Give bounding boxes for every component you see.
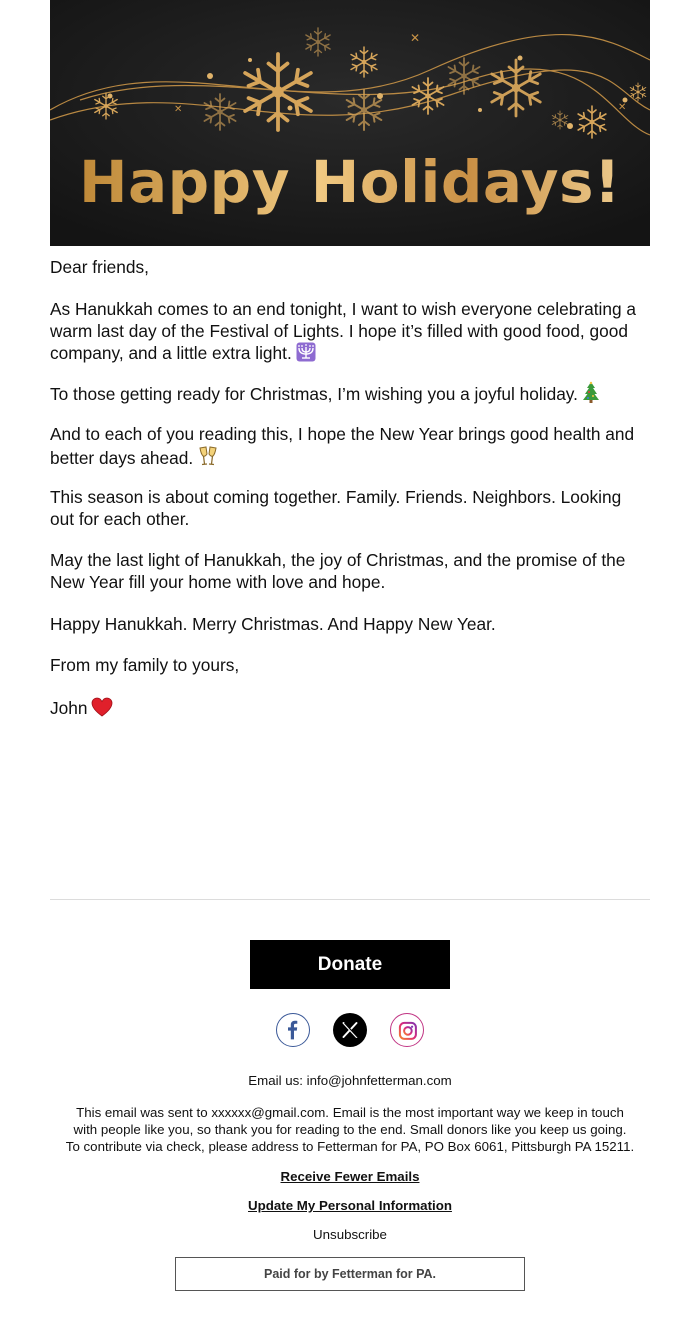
footer-note-line: To contribute via check, please address to Fetterman for PA, PO Box 6061, Pittsburgh PA 15211. (65, 1139, 635, 1154)
paragraph-greetings: Happy Hanukkah. Merry Christmas. And Happy New Year. (50, 614, 496, 634)
svg-text:✕: ✕ (410, 31, 421, 45)
signature-name: John (50, 698, 88, 718)
footer-note-line: with people like you, so thank you for reading to the end. Small donors like you keep us going. (73, 1122, 627, 1137)
donate-button[interactable]: Donate (250, 940, 450, 989)
holiday-banner (50, 0, 650, 246)
social-links (50, 1013, 650, 1049)
paragraph-wish: May the last light of Hanukkah, the joy of Christmas, and the promise of the New Year fill your home with love and hope. (50, 550, 626, 592)
christmas-tree-icon (582, 381, 600, 408)
svg-text:✕: ✕ (174, 104, 183, 115)
instagram-icon[interactable] (390, 1013, 424, 1047)
update-personal-info-link[interactable]: Update My Personal Information (248, 1198, 452, 1213)
greeting: Dear friends, (50, 257, 149, 277)
red-heart-icon (91, 697, 113, 722)
paragraph-christmas-text: To those getting ready for Christmas, I’m wishing you a joyful holiday. (50, 384, 578, 404)
update-info-link-row (50, 1198, 650, 1213)
paragraph-christmas (50, 381, 650, 408)
banner-title: Happy Holidays! (50, 148, 650, 216)
x-icon[interactable] (333, 1013, 367, 1047)
email-body (50, 0, 650, 1281)
paragraph-hanukkah (50, 298, 650, 367)
menorah-icon (296, 342, 316, 367)
svg-text:✕: ✕ (618, 102, 627, 113)
clinking-glasses-icon (197, 445, 219, 472)
paragraph-season: This season is about coming together. Family. Friends. Neighbors. Looking out for each other. (50, 487, 622, 529)
unsubscribe-link[interactable]: Unsubscribe (313, 1227, 387, 1242)
footer-note (50, 1104, 650, 1155)
footer-divider (50, 899, 650, 900)
receive-fewer-emails-link[interactable]: Receive Fewer Emails (280, 1169, 420, 1184)
paragraph-closing: From my family to yours, (50, 655, 240, 675)
paid-for-disclaimer: Paid for by Fetterman for PA. (175, 1257, 525, 1291)
contact-email: Email us: info@johnfetterman.com (248, 1073, 452, 1088)
paragraph-new-year-text: And to each of you reading this, I hope the New Year brings good health and better days ahead. (50, 424, 635, 468)
facebook-icon[interactable] (276, 1013, 310, 1047)
footer-note-line: This email was sent to xxxxxx@gmail.com. Email is the most important way we keep in touch (76, 1105, 624, 1120)
paragraph-hanukkah-text: As Hanukkah comes to an end tonight, I want to wish everyone celebrating a warm last day of the Festival of Lights. I hope it’s filled with good food, good company, and a little extra light. (50, 299, 636, 363)
receive-fewer-emails-link-row (50, 1169, 650, 1184)
paragraph-new-year (50, 423, 650, 472)
signature (50, 697, 650, 722)
